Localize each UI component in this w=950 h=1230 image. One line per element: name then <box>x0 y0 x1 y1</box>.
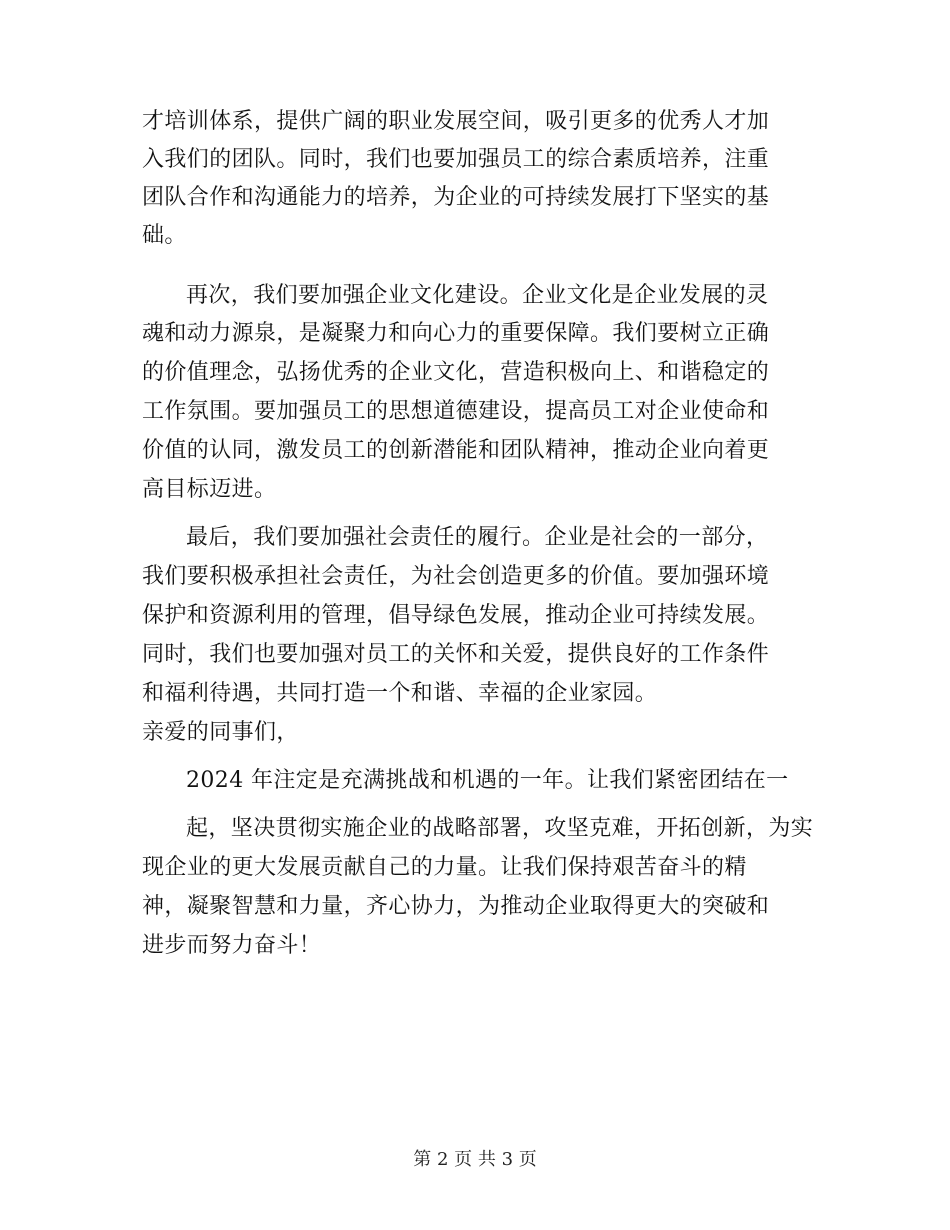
text-line: 神，凝聚智慧和力量，齐心协力，为推动企业取得更大的突破和 <box>142 894 770 919</box>
page-number-footer: 第 2 页 共 3 页 <box>413 1149 537 1170</box>
text-line: 亲爱的同事们， <box>142 720 299 745</box>
text-line: 我们要积极承担社会责任，为社会创造更多的价值。要加强环境 <box>142 564 770 589</box>
text-line: 进步而努力奋斗！ <box>142 933 322 958</box>
text-line: 础。 <box>142 223 187 248</box>
text-line: 现企业的更大发展贡献自己的力量。让我们保持艰苦奋斗的精 <box>142 855 747 880</box>
text-line: 的价值理念，弘扬优秀的企业文化，营造积极向上、和谐稳定的 <box>142 360 770 385</box>
text-line: 保护和资源利用的管理，倡导绿色发展，推动企业可持续发展。 <box>142 603 770 628</box>
paragraph-start-line: 起，坚决贯彻实施企业的战略部署，攻坚克难，开拓创新，为实 <box>186 816 814 841</box>
text-line: 价值的认同，激发员工的创新潜能和团队精神，推动企业向着更 <box>142 438 770 463</box>
text-line: 和福利待遇，共同打造一个和谐、幸福的企业家园。 <box>142 681 658 706</box>
paragraph-start-line: 再次，我们要加强企业文化建设。企业文化是企业发展的灵 <box>186 283 769 308</box>
paragraph-start-line: 最后，我们要加强社会责任的履行。企业是社会的一部分， <box>186 525 769 550</box>
text-line: 团队合作和沟通能力的培养，为企业的可持续发展打下坚实的基 <box>142 185 770 210</box>
text-line: 高目标迈进。 <box>142 477 277 502</box>
salutation-line: 2024 年注定是充满挑战和机遇的一年。让我们紧密团结在一 <box>186 768 789 793</box>
text-line: 入我们的团队。同时，我们也要加强员工的综合素质培养，注重 <box>142 147 770 172</box>
text-line: 魂和动力源泉，是凝聚力和向心力的重要保障。我们要树立正确 <box>142 321 770 346</box>
text-line: 才培训体系，提供广阔的职业发展空间，吸引更多的优秀人才加 <box>142 109 770 134</box>
text-line: 同时，我们也要加强对员工的关怀和关爱，提供良好的工作条件 <box>142 642 770 667</box>
text-line: 工作氛围。要加强员工的思想道德建设，提高员工对企业使命和 <box>142 399 770 424</box>
